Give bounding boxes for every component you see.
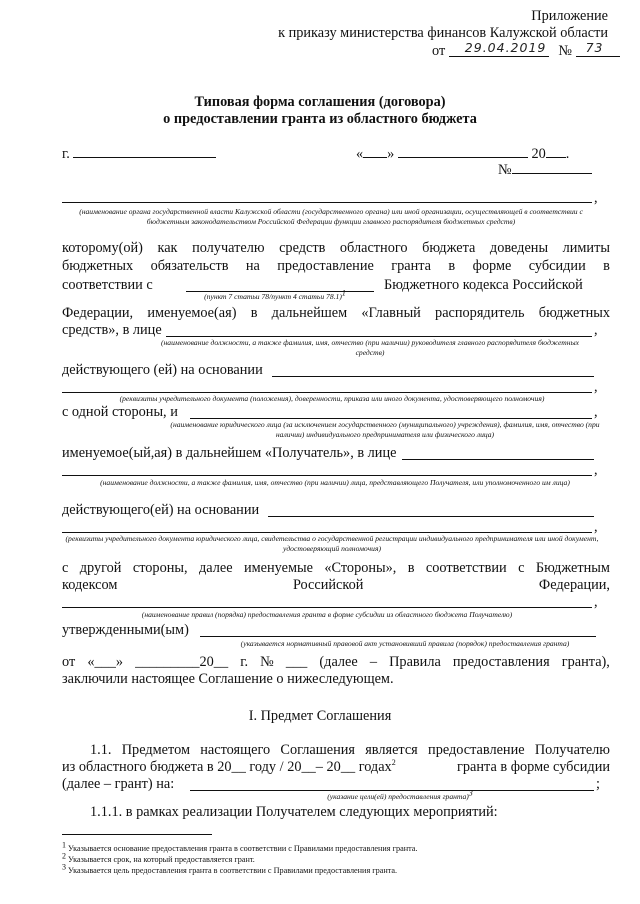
recipient-rep-blank2: [62, 475, 592, 476]
acting-basis-1: действующего (ей) на основании: [62, 362, 263, 378]
order-number-value: 73: [585, 40, 604, 55]
note-approved: (указывается нормативный правовой акт установивший правила (порядок) предоставления гранта): [240, 639, 570, 648]
date-dot: .: [565, 146, 570, 162]
p1-line2: бюджетных обязательств на предоставление гранта в форме субсидии в: [62, 258, 610, 274]
footnote-ref-2: 2: [391, 758, 396, 768]
order-date-value: 29.04.2019: [464, 40, 547, 55]
order-date-field: [449, 40, 549, 57]
named-recipient: именуемое(ый,ая) в дальнейшем «Получатель», в лице: [62, 445, 397, 461]
note-basis: (реквизиты учредительного документа (положения), доверенности, приказа или иного документа, удостоверяющего полномочия): [119, 394, 545, 403]
footnote-3: 3 Указывается цель предоставления гранта в соответствии с Правилами предоставления гранта.: [62, 862, 398, 875]
doc-title-line2: о предоставлении гранта из областного бюджета: [163, 111, 477, 127]
approved: утвержденными(ым): [62, 622, 189, 638]
grant-form: гранта в форме субсидии: [457, 759, 610, 775]
note-authority: (наименование органа государственной власти Калужской области (государственного органа) или иной организации, осуществляющей в соответствии с бюджетным законодательством Российской Федерации функции главного распорядителя бюджетных средств): [79, 207, 583, 226]
year-blank: [546, 144, 566, 158]
city-field: [62, 144, 216, 163]
agreement-number-blank: [512, 160, 592, 174]
footnote-2: 2 Указывается срок, на который предоставляется грант.: [62, 851, 255, 864]
p1-line4: Федерации, именуемое(ая) в дальнейшем «Главный распорядитель бюджетных: [62, 305, 610, 321]
acting-basis-2: действующего(ей) на основании: [62, 502, 260, 518]
quote-open: «: [356, 146, 364, 162]
agreement-num-sign: №: [498, 162, 512, 178]
rules-comma: ,: [594, 594, 598, 610]
year-prefix: 20: [531, 146, 546, 162]
approved-blank: [200, 636, 596, 637]
city-label: г.: [62, 146, 70, 162]
note-purpose: (указание цели(ей) предоставления гранта)3: [327, 788, 473, 801]
one-side: с одной стороны, и: [62, 404, 178, 420]
section1-p1-line2: [62, 759, 610, 776]
note-representative: (наименование должности, а также фамилия, имя, отчество (при наличии) лица, представляющего Получателя, или уполномоченного им лица): [100, 478, 570, 487]
order-number-field: [576, 40, 620, 57]
doc-title-line1: Типовая форма соглашения (договора): [194, 94, 446, 110]
p1-line3-end: Бюджетного кодекса Российской: [384, 277, 583, 293]
appendix-label: Приложение: [531, 8, 608, 24]
recipient-rep-blank: [402, 459, 594, 460]
recipient-blank: [190, 418, 592, 419]
city-blank: [73, 144, 216, 158]
authority-blank: [62, 202, 592, 203]
day-blank: [363, 144, 387, 158]
footnote-1: 1 Указывается основание предоставления гранта в соответствии с Правилами предоставления гранта.: [62, 840, 418, 853]
order-num-sign: №: [558, 43, 573, 59]
grant-years: из областного бюджета в 20__ году / 20__– 20__ годах: [62, 759, 392, 775]
section1-p1-line3: (далее – грант) на:: [62, 776, 175, 792]
rep-comma: ,: [594, 462, 598, 478]
basis2-comma: ,: [594, 519, 598, 535]
other-side-line2: кодексом Российской Федерации,: [62, 577, 610, 593]
authority-comma: ,: [594, 190, 598, 206]
recipient-comma: ,: [594, 404, 598, 420]
other-side-line1: с другой стороны, далее именуемые «Стороны», в соответствии с Бюджетным: [62, 560, 610, 576]
rules-blank: [62, 607, 592, 608]
purpose-blank: [190, 790, 594, 791]
acting-basis-2-blank2: [62, 532, 592, 533]
acting-basis-1-blank2: [62, 392, 592, 393]
acting-basis-1-blank: [272, 376, 594, 377]
purpose-semicolon: ;: [596, 776, 600, 792]
order-date-row: [432, 42, 620, 60]
footnote-ref-3: 3: [468, 788, 473, 798]
p1-line3-start: соответствии с: [62, 277, 153, 293]
agreement-number-field: [498, 160, 592, 179]
p1-line5: средств», в лице: [62, 322, 162, 338]
concluded: заключили настоящее Соглашение о нижеследующем.: [62, 671, 394, 687]
quote-close: »: [387, 146, 395, 162]
note-rules: (наименование правил (порядка) предоставления гранта в форме субсидии из областного бюджета Получателю): [141, 610, 513, 619]
manager-comma: ,: [594, 322, 598, 338]
order-reference: к приказу министерства финансов Калужской области: [278, 25, 608, 41]
section1-p2: 1.1.1. в рамках реализации Получателем следующих мероприятий:: [90, 804, 498, 820]
manager-blank: [166, 336, 592, 337]
footnote-ref-1: 1: [341, 288, 346, 298]
note-article: (пункт 7 статьи 78/пункт 4 статьи 78.1)1: [204, 288, 346, 301]
footnote-separator: [62, 834, 212, 835]
note-manager: (наименование должности, а также фамилия, имя, отчество (при наличии) руководителя главного распорядителя бюджетных средств): [160, 338, 579, 357]
acting-basis-2-blank: [268, 516, 594, 517]
p1-line1: которому(ой) как получателю средств областного бюджета доведены лимиты: [62, 240, 610, 256]
section1-heading: I. Предмет Соглашения: [248, 708, 392, 724]
from-label: от: [432, 43, 446, 59]
from-line: от «___» _________20__ г. № ___ (далее – Правила предоставления гранта),: [62, 654, 610, 670]
basis-comma: ,: [594, 379, 598, 395]
note-recipient: (наименование юридического лица (за исключением государственного (муниципального) учреждения), фамилия, имя, отчество (при наличии) индивидуального предпринимателя или физического лица): [170, 420, 600, 439]
note-registration: (реквизиты учредительного документа юридического лица, свидетельства о государственной регистрации индивидуального предпринимателя или иной документ, удостоверяющий полномочия): [65, 534, 599, 553]
month-blank: [398, 144, 528, 158]
section1-p1-line1: 1.1. Предметом настоящего Соглашения является предоставление Получателю: [90, 742, 610, 758]
